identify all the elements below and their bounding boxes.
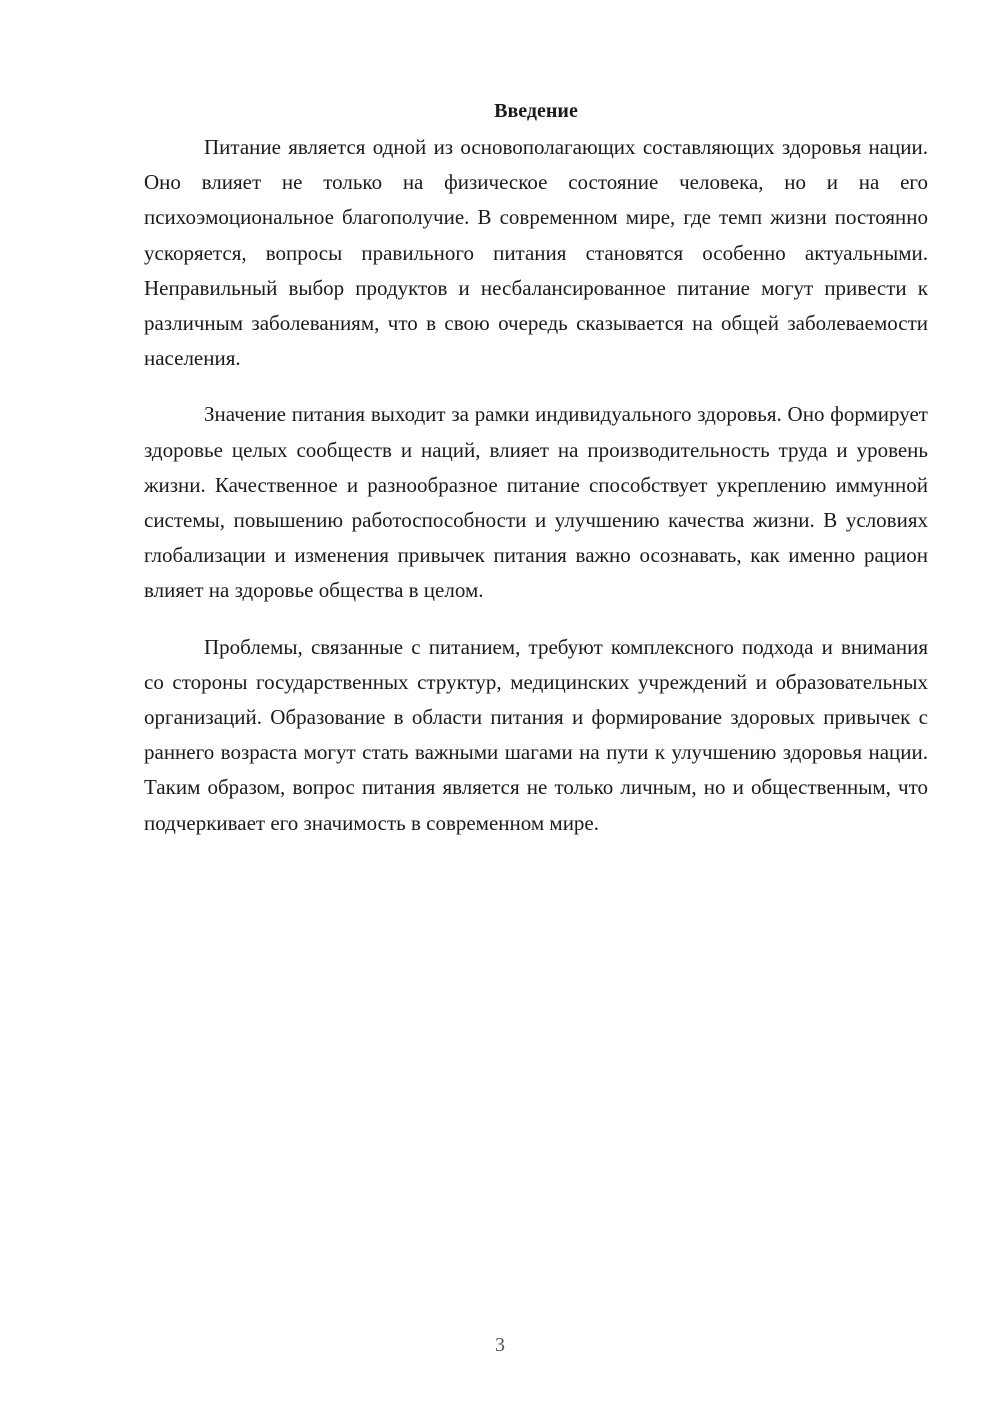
page-number: 3 [495,1334,505,1356]
page-content [144,96,928,862]
paragraph-3: Проблемы, связанные с питанием, требуют комплексного подхода и внимания со стороны государственных структур, медицинских учреждений и образовательных организаций. Образование в области питания и формирование здоровых привычек с раннего возраста могут стать важными шагами на пути к улучшению здоровья нации. Таким образом, вопрос питания является не только личным, но и общественным, что подчеркивает его значимость в современном мире. [144,634,928,835]
section-heading: Введение [494,100,578,122]
paragraph-2: Значение питания выходит за рамки индивидуального здоровья. Оно формирует здоровье целых сообществ и наций, влияет на производительность труда и уровень жизни. Качественное и разнообразное питание способствует укреплению иммунной системы, повышению работоспособности и улучшению качества жизни. В условиях глобализации и изменения привычек питания важно осознавать, как именно рацион влияет на здоровье общества в целом. [144,402,928,603]
paragraph-1: Питание является одной из основополагающих составляющих здоровья нации. Оно влияет не только на физическое состояние человека, но и на его психоэмоциональное благополучие. В современном мире, где темп жизни постоянно ускоряется, вопросы правильного питания становятся особенно актуальными. Неправильный выбор продуктов и несбалансированное питание могут привести к различным заболеваниям, что в свою очередь сказывается на общей заболеваемости населения. [144,135,928,371]
